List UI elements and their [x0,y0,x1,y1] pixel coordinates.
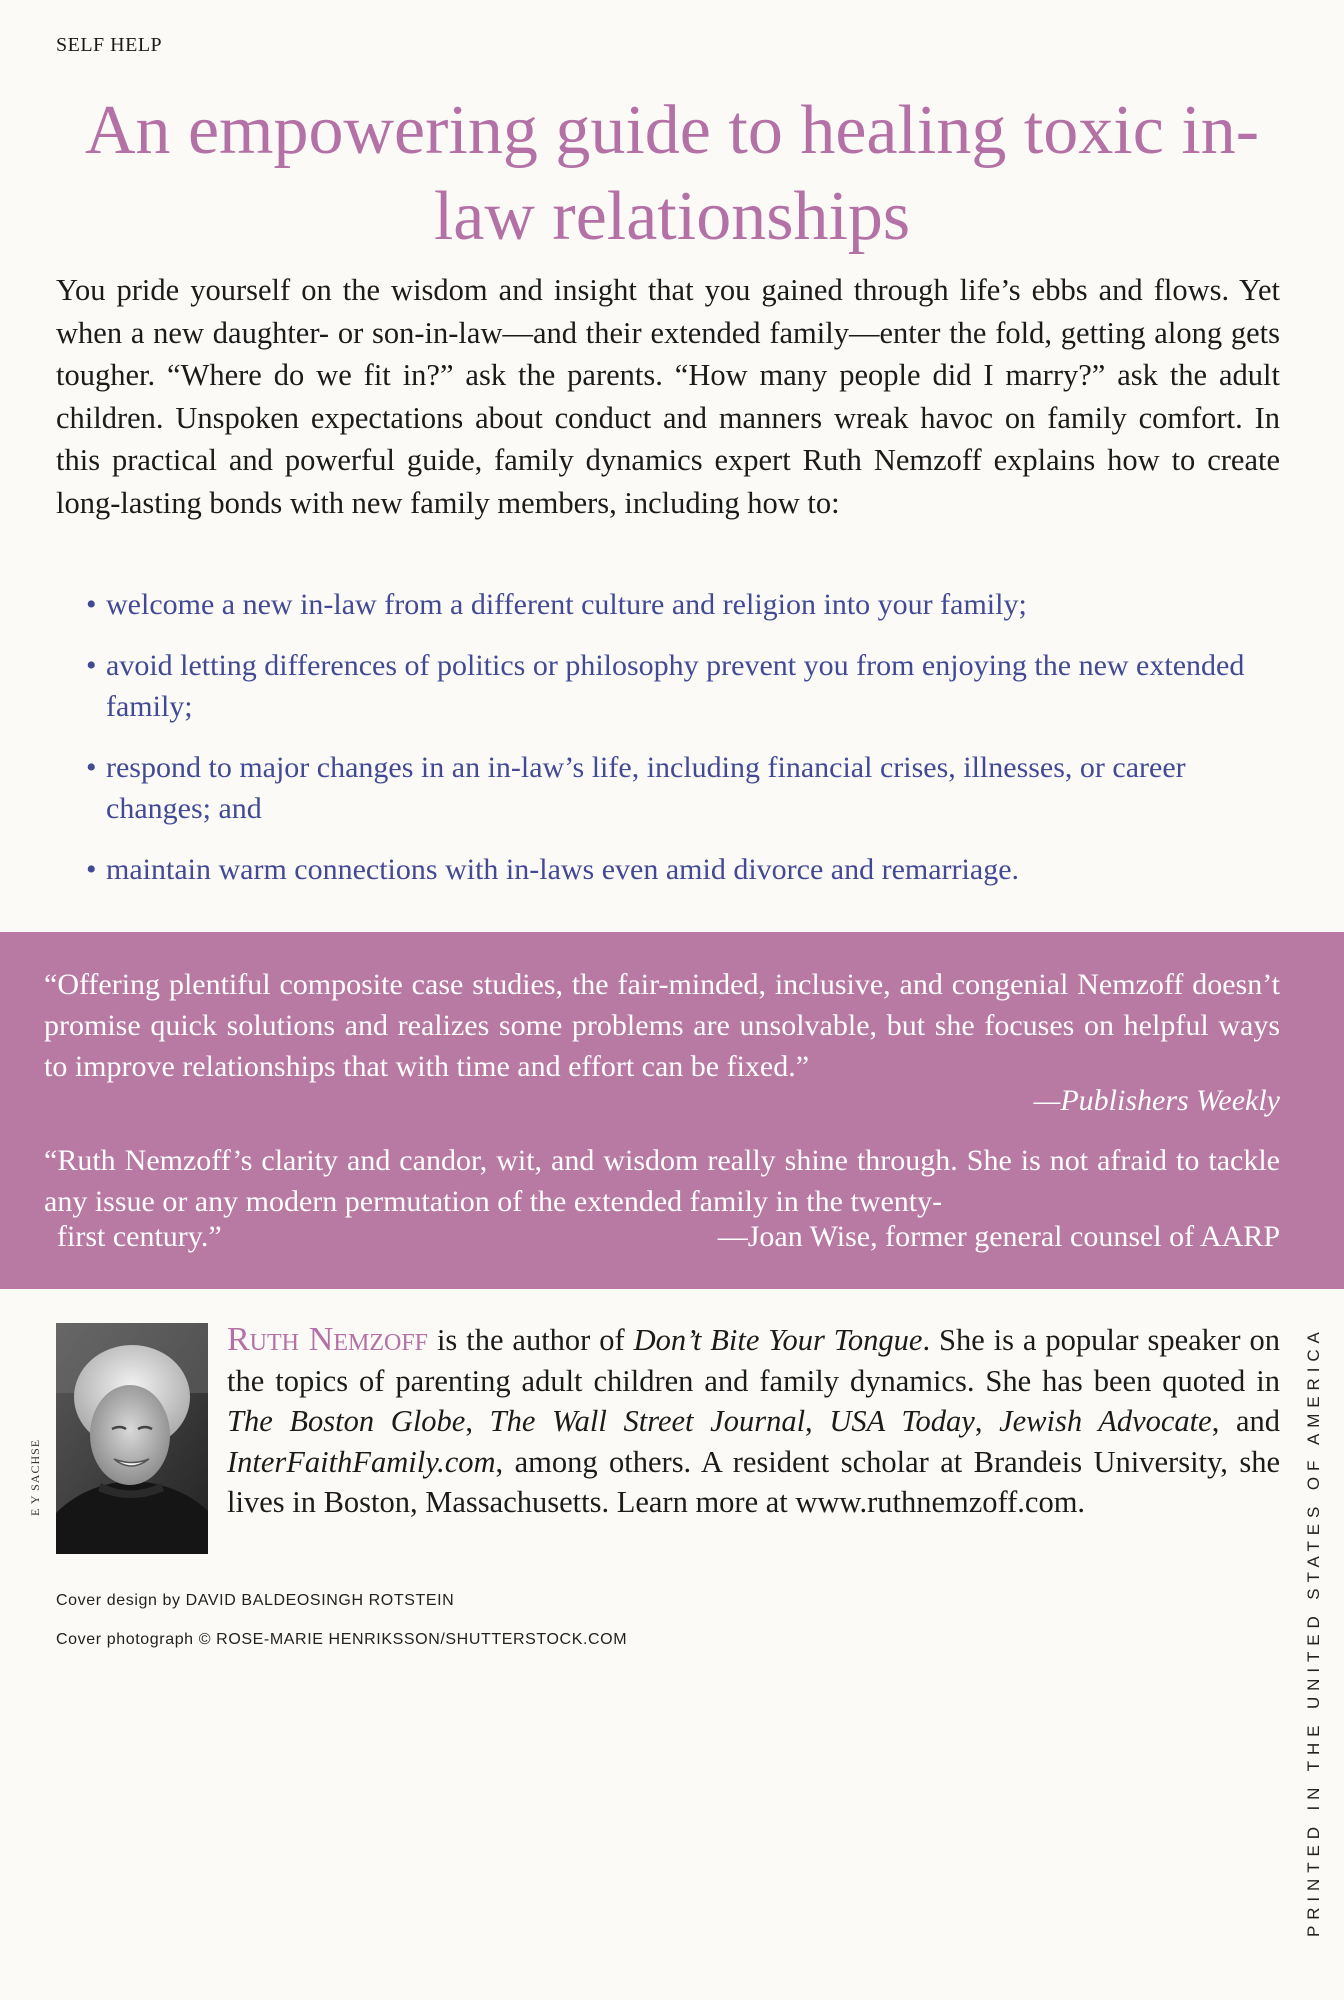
quote-body: “Offering plentiful composite case studies, the fair-minded, inclusive, and congenial Nemzoff doesn’t promise quick solutions and realizes some problems are unsolvable, but she focuses on helpful ways to improve relationships that with time and effort can be fixed.” [44,968,1280,1083]
printed-in-label: PRINTED IN THE UNITED STATES OF AMERICA [1304,1326,1323,1937]
author-photo [56,1323,208,1554]
list-item [86,849,1280,890]
category-label: SELF HELP [56,34,163,56]
headline: An empowering guide to healing toxic in-law relationships [84,92,1260,255]
list-item [86,747,1280,829]
review-quote-attribution: —Publishers Weekly [1033,1084,1280,1117]
review-quotes-band [0,932,1344,1289]
bio-separator: , [805,1404,830,1438]
bio-text: is the author of [428,1323,634,1357]
book-title: Don’t Bite Your Tongue [633,1323,923,1357]
photo-credit: E Y SACHSE [28,1438,42,1516]
bio-text: , among others. A resident scholar at Brandeis University, she lives in Boston, Massachusetts. Learn more at www.ruthnemzoff.com. [227,1444,1280,1519]
publication-title: The Boston Globe [227,1404,466,1438]
publication-title: Jewish Advocate [999,1404,1212,1438]
bullet-text: respond to major changes in an in-law’s life, including financial crises, illnesses, or career changes; and [106,751,1186,825]
quote-body: “Ruth Nemzoff’s clarity and candor, wit, and wisdom really shine through. She is not afraid to tackle any issue or any modern permutation of the extended family in the twenty- [44,1144,1280,1218]
bio-separator: , [974,1404,1000,1438]
bio-separator: , [465,1404,490,1438]
publication-title: InterFaithFamily.com [227,1444,496,1479]
bullet-text: welcome a new in-law from a different culture and religion into your family; [106,588,1027,621]
intro-paragraph: You pride yourself on the wisdom and insight that you gained through life’s ebbs and flows. Yet when a new daughter- or son-in-law—and their extended family—enter the fold, getting along gets tougher. “Where do we fit in?” ask the parents. “How many people did I marry?” ask the adult children. Unspoken expectations about conduct and manners wreak havoc on family comfort. In this practical and powerful guide, family dynamics expert Ruth Nemzoff explains how to create long-lasting bonds with new family members, including how to: [56,273,1280,520]
bio-separator: , and [1211,1404,1281,1438]
author-bio [227,1320,1280,1523]
publication-title: The Wall Street Journal [489,1404,806,1438]
author-name: Ruth Nemzoff [227,1321,429,1358]
list-item [86,584,1280,625]
bullet-icon: • [86,853,97,886]
bullet-icon: • [86,649,97,682]
publication-title: USA Today [829,1404,975,1438]
review-quote-text-end: first century.” [57,1220,222,1253]
review-quote-text [44,964,1280,1087]
bullet-icon: • [86,751,97,784]
bullet-icon: • [86,588,97,621]
review-quote-text [44,1140,1280,1222]
bio-text: . She is a popular speaker on the topics of parenting adult children and family dynamics. She has been quoted in [227,1323,1280,1398]
cover-design-credit: Cover design by DAVID BALDEOSINGH ROTSTEIN [56,1592,455,1609]
bullet-list [86,584,1280,910]
cover-photo-credit: Cover photograph © ROSE-MARIE HENRIKSSON/SHUTTERSTOCK.COM [56,1631,628,1648]
bullet-text: maintain warm connections with in-laws even amid divorce and remarriage. [106,853,1020,886]
author-portrait-image [56,1323,208,1554]
list-item [86,645,1280,727]
bullet-text: avoid letting differences of politics or philosophy prevent you from enjoying the new extended family; [106,649,1245,723]
review-quote-attribution: —Joan Wise, former general counsel of AARP [717,1220,1280,1253]
